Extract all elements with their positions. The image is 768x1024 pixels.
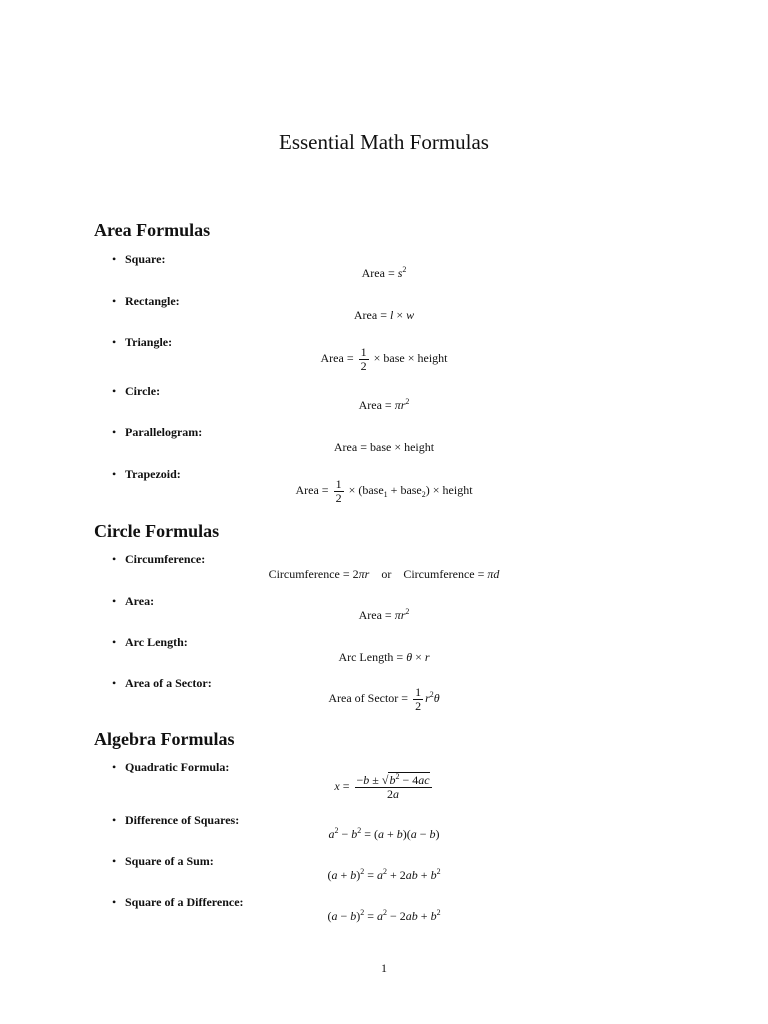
formula-triangle: Area = $\frac{1}{2}$ × base × height xyxy=(320,345,448,373)
bullet-icon: • xyxy=(112,467,117,481)
item-label: Triangle: xyxy=(125,335,173,349)
bullet-icon: • xyxy=(112,895,117,909)
bullet-icon: • xyxy=(112,760,117,774)
list-item-arc-length xyxy=(112,635,188,650)
formula-square: Area = $s^2$ xyxy=(361,265,407,280)
formula-parallelogram: Area = base × height xyxy=(333,440,435,454)
item-label: Circumference: xyxy=(125,552,206,566)
item-label: Area: xyxy=(125,594,155,608)
list-item-rectangle xyxy=(112,294,180,309)
formula-square-of-difference: $(a - b)^2 = a^2 - 2ab + b^2$ xyxy=(327,908,441,923)
item-label: Rectangle: xyxy=(125,294,180,308)
list-item-circle xyxy=(112,384,160,399)
formula-circumference: Circumference = 2πr or Circumference = πd xyxy=(268,567,500,581)
bullet-icon: • xyxy=(112,384,117,398)
item-label: Trapezoid: xyxy=(125,467,181,481)
item-label: Parallelogram: xyxy=(125,425,203,439)
list-item-difference-of-squares xyxy=(112,813,239,828)
item-label: Difference of Squares: xyxy=(125,813,240,827)
list-item-square-of-sum xyxy=(112,854,214,869)
bullet-icon: • xyxy=(112,676,117,690)
item-label: Quadratic Formula: xyxy=(125,760,230,774)
item-label: Square of a Difference: xyxy=(125,895,244,909)
bullet-icon: • xyxy=(112,252,117,266)
section-heading-area: Area Formulas xyxy=(94,220,211,240)
item-label: Circle: xyxy=(125,384,161,398)
formula-trapezoid: Area = $\frac{1}{2}$ × (base$_1$ + base$_2$) × height xyxy=(295,477,473,505)
formula-quadratic: x = $\frac{-b \pm √b^2 - 4ac}{2a}$ xyxy=(334,772,430,801)
list-item-circle-area xyxy=(112,594,154,609)
bullet-icon: • xyxy=(112,335,117,349)
bullet-icon: • xyxy=(112,635,117,649)
list-item-parallelogram xyxy=(112,425,202,440)
formula-rectangle: Area = l × w xyxy=(353,308,415,322)
bullet-icon: • xyxy=(112,813,117,827)
item-label: Area of a Sector: xyxy=(125,676,212,690)
formula-sector-area: Area of Sector = $\frac{1}{2}$ $r^2\theta$ xyxy=(328,685,440,713)
section-heading-algebra: Algebra Formulas xyxy=(94,729,235,749)
formula-difference-of-squares: $a^2 - b^2 = (a + b)(a - b)$ xyxy=(328,826,440,841)
item-label: Square: xyxy=(125,252,166,266)
bullet-icon: • xyxy=(112,294,117,308)
item-label: Square of a Sum: xyxy=(125,854,214,868)
formula-arc-length: Arc Length = θ × r xyxy=(338,650,430,664)
formula-square-of-sum: $(a + b)^2 = a^2 + 2ab + b^2$ xyxy=(327,867,441,882)
item-label: Arc Length: xyxy=(125,635,188,649)
list-item-circumference xyxy=(112,552,205,567)
formula-circle-area: Area = $\pi r^2$ xyxy=(358,607,410,622)
list-item-quadratic xyxy=(112,760,229,775)
document-title: Essential Math Formulas xyxy=(279,130,489,154)
bullet-icon: • xyxy=(112,854,117,868)
page-number: 1 xyxy=(381,961,387,975)
list-item-square-of-difference xyxy=(112,895,244,910)
formula-circle: Area = $\pi r^2$ xyxy=(358,397,410,412)
bullet-icon: • xyxy=(112,552,117,566)
section-heading-circle: Circle Formulas xyxy=(94,521,220,541)
bullet-icon: • xyxy=(112,425,117,439)
list-item-square xyxy=(112,252,165,267)
bullet-icon: • xyxy=(112,594,117,608)
